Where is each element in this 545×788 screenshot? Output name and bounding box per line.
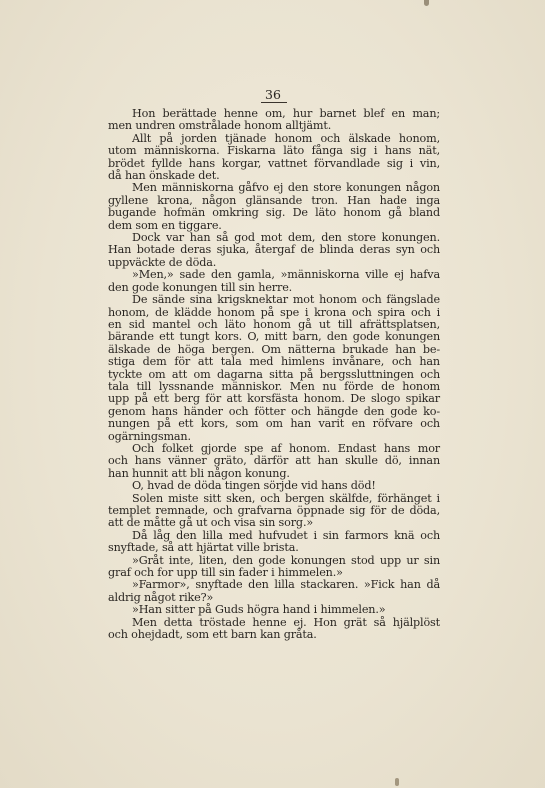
text-line: och ohejdadt, som ett barn kan gråta. bbox=[108, 628, 317, 642]
text-line: Allt på jorden tjänade honom och älskade honom, bbox=[132, 131, 440, 145]
text-line: tyckte om att om dagarna sitta på bergssluttningen och bbox=[108, 367, 440, 381]
text-line: »Han sitter på Guds högra hand i himmelen.» bbox=[132, 603, 386, 617]
body-text bbox=[108, 108, 440, 641]
page-number: 36 bbox=[265, 87, 281, 102]
text-line: dem som en tiggare. bbox=[108, 218, 222, 232]
paragraph bbox=[108, 530, 440, 555]
paragraph bbox=[108, 269, 440, 294]
paragraph bbox=[108, 443, 440, 480]
text-line: ogärningsman. bbox=[108, 429, 191, 443]
text-line: Hon berättade henne om, hur barnet blef en man; bbox=[132, 107, 440, 120]
text-line: Solen miste sitt sken, och bergen skälfde, förhänget i bbox=[132, 491, 440, 505]
text-line: älskade de höga bergen. Om nätterna brukade han be- bbox=[108, 342, 440, 356]
paragraph bbox=[108, 108, 440, 133]
paragraph bbox=[108, 604, 440, 616]
text-line: brödet fyllde hans korgar, vattnet förvandlade sig i vin, bbox=[108, 156, 440, 170]
text-line: genom hans händer och fötter och hängde den gode ko- bbox=[108, 404, 440, 418]
paper-speck bbox=[424, 0, 429, 6]
text-line: aldrig något rike?» bbox=[108, 590, 214, 604]
text-line: en sid mantel och läto honom gå ut till afrättsplatsen, bbox=[108, 317, 440, 331]
text-line: och hans vänner gräto, därför att han skulle dö, innan bbox=[108, 454, 440, 468]
paragraph bbox=[108, 493, 440, 530]
text-line: han hunnit att bli någon konung. bbox=[108, 466, 290, 480]
text-line: den gode konungen till sin herre. bbox=[108, 280, 293, 294]
paragraph bbox=[108, 617, 440, 642]
paragraph bbox=[108, 555, 440, 580]
text-line: Då låg den lilla med hufvudet i sin farmors knä och bbox=[132, 528, 440, 542]
paper-speck bbox=[395, 778, 399, 786]
text-line: tala till lyssnande människor. Men nu förde de honom bbox=[108, 379, 440, 393]
paragraph bbox=[108, 480, 440, 492]
text-line: »Men,» sade den gamla, »människorna ville ej hafva bbox=[132, 268, 440, 282]
text-line: Och folket gjorde spe af honom. Endast hans mor bbox=[132, 441, 440, 455]
text-line: då han önskade det. bbox=[108, 169, 220, 183]
text-line: graf och for upp till sin fader i himmelen.» bbox=[108, 566, 343, 580]
text-line: uppväckte de döda. bbox=[108, 255, 217, 269]
text-line: O, hvad de döda tingen sörjde vid hans död! bbox=[132, 479, 376, 493]
text-line: honom, de klädde honom på spe i krona och spira och i bbox=[108, 305, 440, 319]
paragraph bbox=[108, 232, 440, 269]
text-line: utom människorna. Fiskarna läto fånga sig i hans nät, bbox=[108, 144, 440, 158]
text-line: Han botade deras sjuka, återgaf de blinda deras syn och bbox=[108, 243, 440, 257]
paragraph bbox=[108, 182, 440, 232]
text-line: bugande hofmän omkring sig. De läto honom gå bland bbox=[108, 206, 440, 220]
text-line: »Gråt inte, liten, den gode konungen stod upp ur sin bbox=[132, 553, 440, 567]
text-line: Dock var han så god mot dem, den store konungen. bbox=[132, 231, 440, 245]
text-line: »Farmor», snyftade den lilla stackaren. »Fick han då bbox=[132, 578, 440, 592]
paragraph bbox=[108, 294, 440, 443]
text-line: att de måtte gå ut och visa sin sorg.» bbox=[108, 516, 314, 530]
text-line: Men människorna gåfvo ej den store konungen någon bbox=[132, 181, 440, 195]
text-line: stiga dem för att tala med himlens invånare, och han bbox=[108, 355, 440, 369]
text-line: upp på ett berg för att korsfästa honom. De slogo spikar bbox=[108, 392, 440, 406]
text-line: De sände sina krigsknektar mot honom och fängslade bbox=[132, 293, 440, 307]
text-line: Men detta tröstade henne ej. Hon grät så hjälplöst bbox=[132, 615, 440, 629]
page-number-rule bbox=[261, 102, 287, 103]
text-line: bärande ett tungt kors. O, mitt barn, den gode konungen bbox=[108, 330, 440, 344]
paragraph bbox=[108, 133, 440, 183]
text-line: snyftade, så att hjärtat ville brista. bbox=[108, 541, 299, 555]
text-line: templet remnade, och grafvarna öppnade sig för de döda, bbox=[108, 504, 440, 517]
paragraph bbox=[108, 579, 440, 604]
text-line: nungen på ett kors, som om han varit en röfvare och bbox=[108, 417, 440, 431]
text-line: gyllene krona, någon glänsande tron. Han hade inga bbox=[108, 193, 440, 207]
text-line: men undren omstrålade honom alltjämt. bbox=[108, 119, 332, 133]
